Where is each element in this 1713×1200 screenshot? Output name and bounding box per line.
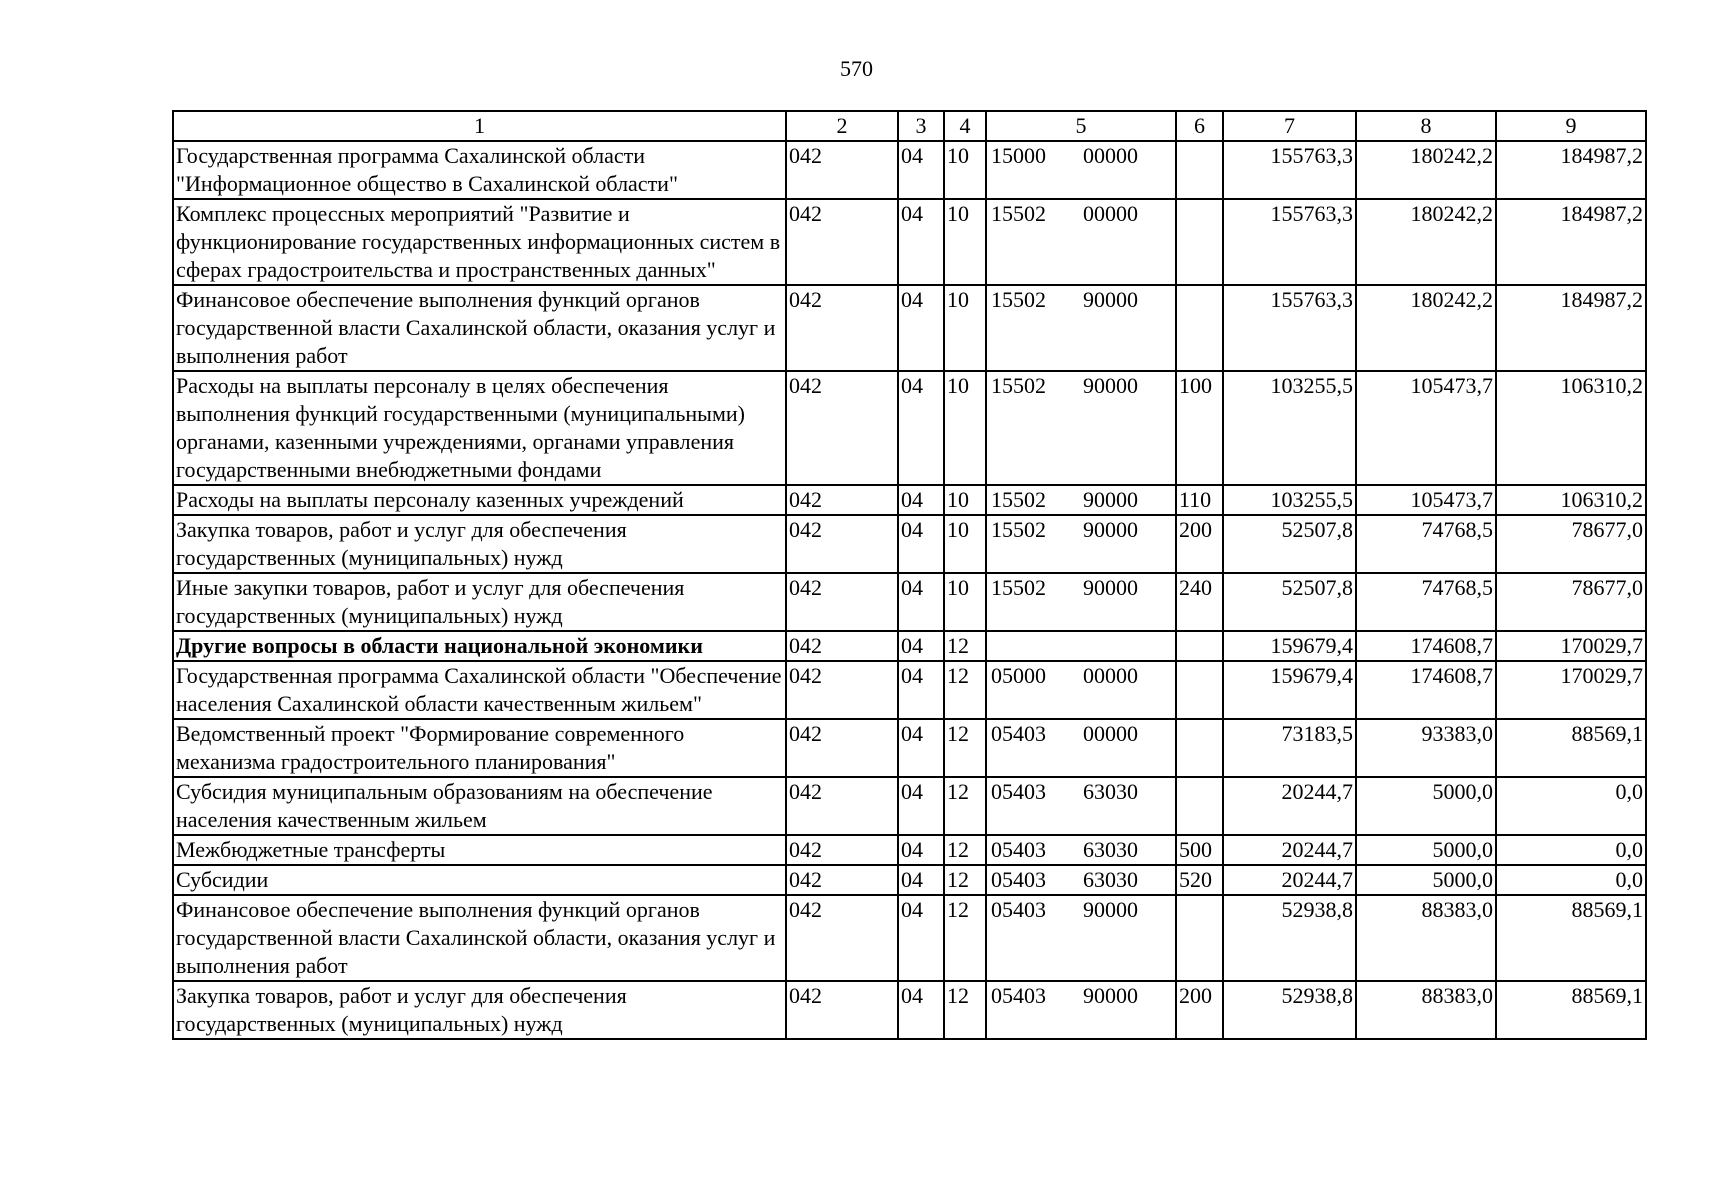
amount-cell-col9: 78677,0	[1496, 573, 1646, 631]
amount-cell-col8: 5000,0	[1356, 777, 1496, 835]
amount-cell-col8: 105473,7	[1356, 485, 1496, 515]
section-code-cell: 04	[898, 573, 944, 631]
subsection-code-cell: 12	[944, 865, 986, 895]
row-name-cell: Межбюджетные трансферты	[173, 835, 786, 865]
row-name-cell: Финансовое обеспечение выполнения функций органов государственной власти Сахалинской области, оказания услуг и выполнения работ	[173, 895, 786, 981]
expense-type-cell	[1176, 719, 1223, 777]
column-header: 5	[986, 111, 1176, 141]
amount-cell-col9: 106310,2	[1496, 371, 1646, 485]
target-article-program: 05403	[991, 897, 1046, 922]
subsection-code-cell: 12	[944, 835, 986, 865]
amount-cell-col7: 73183,5	[1223, 719, 1356, 777]
target-article-cell	[986, 285, 1176, 371]
ministry-code-cell: 042	[786, 865, 898, 895]
expense-type-cell: 500	[1176, 835, 1223, 865]
amount-cell-col7: 155763,3	[1223, 285, 1356, 371]
amount-cell-col9: 88569,1	[1496, 895, 1646, 981]
target-article-program: 05403	[991, 867, 1046, 892]
section-code-cell: 04	[898, 631, 944, 661]
amount-cell-col9: 78677,0	[1496, 515, 1646, 573]
amount-cell-col7: 159679,4	[1223, 661, 1356, 719]
target-article-program: 05403	[991, 837, 1046, 862]
amount-cell-col8: 5000,0	[1356, 835, 1496, 865]
table-row	[173, 285, 1646, 371]
target-article-program: 15502	[991, 287, 1046, 312]
expense-type-cell	[1176, 285, 1223, 371]
section-code-cell: 04	[898, 515, 944, 573]
expense-type-cell: 110	[1176, 485, 1223, 515]
ministry-code-cell: 042	[786, 515, 898, 573]
table-row	[173, 631, 1646, 661]
target-article-cell	[986, 515, 1176, 573]
ministry-code-cell: 042	[786, 895, 898, 981]
expense-type-cell	[1176, 661, 1223, 719]
ministry-code-cell: 042	[786, 573, 898, 631]
amount-cell-col8: 105473,7	[1356, 371, 1496, 485]
target-article-cell	[986, 835, 1176, 865]
table-row	[173, 371, 1646, 485]
section-code-cell: 04	[898, 895, 944, 981]
expense-type-cell	[1176, 141, 1223, 199]
amount-cell-col9: 184987,2	[1496, 141, 1646, 199]
section-code-cell: 04	[898, 719, 944, 777]
target-article-program: 15502	[991, 201, 1046, 226]
column-header: 7	[1223, 111, 1356, 141]
expense-type-cell	[1176, 777, 1223, 835]
table-row	[173, 865, 1646, 895]
row-name-cell: Закупка товаров, работ и услуг для обеспечения государственных (муниципальных) нужд	[173, 981, 786, 1039]
target-article-cell	[986, 865, 1176, 895]
section-code-cell: 04	[898, 865, 944, 895]
column-header: 3	[898, 111, 944, 141]
target-article-direction: 00000	[1083, 663, 1138, 688]
target-article-direction: 63030	[1083, 867, 1138, 892]
column-header: 4	[944, 111, 986, 141]
section-code-cell: 04	[898, 777, 944, 835]
target-article-program: 05000	[991, 663, 1046, 688]
subsection-code-cell: 12	[944, 981, 986, 1039]
amount-cell-col8: 74768,5	[1356, 515, 1496, 573]
amount-cell-col8: 180242,2	[1356, 199, 1496, 285]
row-name-cell: Государственная программа Сахалинской области "Обеспечение населения Сахалинской области качественным жильем"	[173, 661, 786, 719]
target-article-direction: 90000	[1083, 373, 1138, 398]
target-article-cell	[986, 661, 1176, 719]
row-name-cell: Финансовое обеспечение выполнения функций органов государственной власти Сахалинской области, оказания услуг и выполнения работ	[173, 285, 786, 371]
section-code-cell: 04	[898, 141, 944, 199]
target-article-program: 05403	[991, 721, 1046, 746]
subsection-code-cell: 12	[944, 895, 986, 981]
amount-cell-col8: 93383,0	[1356, 719, 1496, 777]
amount-cell-col8: 180242,2	[1356, 285, 1496, 371]
amount-cell-col9: 0,0	[1496, 777, 1646, 835]
amount-cell-col9: 88569,1	[1496, 981, 1646, 1039]
amount-cell-col7: 52938,8	[1223, 981, 1356, 1039]
target-article-direction: 00000	[1083, 201, 1138, 226]
table-body	[173, 141, 1646, 1039]
ministry-code-cell: 042	[786, 371, 898, 485]
expense-type-cell	[1176, 631, 1223, 661]
subsection-code-cell: 12	[944, 631, 986, 661]
row-name-cell: Расходы на выплаты персоналу казенных учреждений	[173, 485, 786, 515]
subsection-code-cell: 12	[944, 777, 986, 835]
target-article-cell	[986, 719, 1176, 777]
target-article-direction: 00000	[1083, 721, 1138, 746]
amount-cell-col9: 0,0	[1496, 865, 1646, 895]
row-name-cell: Государственная программа Сахалинской области "Информационное общество в Сахалинской области"	[173, 141, 786, 199]
section-code-cell: 04	[898, 285, 944, 371]
expense-type-cell: 240	[1176, 573, 1223, 631]
table-row	[173, 141, 1646, 199]
ministry-code-cell: 042	[786, 661, 898, 719]
amount-cell-col7: 20244,7	[1223, 865, 1356, 895]
table-row	[173, 777, 1646, 835]
target-article-program: 05403	[991, 779, 1046, 804]
column-header: 1	[173, 111, 786, 141]
table-row	[173, 981, 1646, 1039]
target-article-program: 15502	[991, 373, 1046, 398]
amount-cell-col8: 180242,2	[1356, 141, 1496, 199]
table-row	[173, 661, 1646, 719]
target-article-direction: 00000	[1083, 143, 1138, 168]
header-row	[173, 111, 1646, 141]
amount-cell-col7: 20244,7	[1223, 835, 1356, 865]
amount-cell-col7: 155763,3	[1223, 141, 1356, 199]
subsection-code-cell: 10	[944, 515, 986, 573]
amount-cell-col9: 106310,2	[1496, 485, 1646, 515]
amount-cell-col9: 184987,2	[1496, 199, 1646, 285]
target-article-cell	[986, 895, 1176, 981]
amount-cell-col7: 103255,5	[1223, 371, 1356, 485]
target-article-direction: 63030	[1083, 779, 1138, 804]
amount-cell-col7: 159679,4	[1223, 631, 1356, 661]
amount-cell-col9: 88569,1	[1496, 719, 1646, 777]
budget-table	[172, 110, 1647, 1040]
amount-cell-col7: 52507,8	[1223, 573, 1356, 631]
row-name-cell: Расходы на выплаты персоналу в целях обеспечения выполнения функций государственными (муниципальными) органами, казенными учреждениями, органами управления государственными внебюджетными фондами	[173, 371, 786, 485]
ministry-code-cell: 042	[786, 835, 898, 865]
section-code-cell: 04	[898, 981, 944, 1039]
target-article-cell	[986, 573, 1176, 631]
table-row	[173, 515, 1646, 573]
target-article-direction: 90000	[1083, 983, 1138, 1008]
target-article-cell	[986, 981, 1176, 1039]
target-article-cell	[986, 141, 1176, 199]
subsection-code-cell: 10	[944, 573, 986, 631]
row-name-cell: Ведомственный проект "Формирование современного механизма градостроительного планирования"	[173, 719, 786, 777]
subsection-code-cell: 12	[944, 719, 986, 777]
amount-cell-col7: 103255,5	[1223, 485, 1356, 515]
column-header: 8	[1356, 111, 1496, 141]
amount-cell-col9: 184987,2	[1496, 285, 1646, 371]
amount-cell-col8: 88383,0	[1356, 981, 1496, 1039]
row-name-cell: Комплекс процессных мероприятий "Развитие и функционирование государственных информационных систем в сферах градостроительства и пространственных данных"	[173, 199, 786, 285]
row-name-cell: Закупка товаров, работ и услуг для обеспечения государственных (муниципальных) нужд	[173, 515, 786, 573]
table-row	[173, 573, 1646, 631]
amount-cell-col7: 52938,8	[1223, 895, 1356, 981]
subsection-code-cell: 10	[944, 141, 986, 199]
ministry-code-cell: 042	[786, 719, 898, 777]
target-article-direction: 63030	[1083, 837, 1138, 862]
ministry-code-cell: 042	[786, 981, 898, 1039]
page-number: 570	[840, 56, 873, 81]
table-row	[173, 485, 1646, 515]
section-code-cell: 04	[898, 835, 944, 865]
section-code-cell: 04	[898, 485, 944, 515]
amount-cell-col8: 74768,5	[1356, 573, 1496, 631]
target-article-direction: 90000	[1083, 575, 1138, 600]
table-row	[173, 199, 1646, 285]
expense-type-cell: 200	[1176, 981, 1223, 1039]
expense-type-cell	[1176, 199, 1223, 285]
ministry-code-cell: 042	[786, 285, 898, 371]
table-row	[173, 835, 1646, 865]
section-code-cell: 04	[898, 661, 944, 719]
row-name-cell: Иные закупки товаров, работ и услуг для обеспечения государственных (муниципальных) нужд	[173, 573, 786, 631]
target-article-cell	[986, 199, 1176, 285]
subsection-code-cell: 12	[944, 661, 986, 719]
target-article-cell	[986, 777, 1176, 835]
expense-type-cell: 520	[1176, 865, 1223, 895]
column-header: 2	[786, 111, 898, 141]
subsection-code-cell: 10	[944, 371, 986, 485]
ministry-code-cell: 042	[786, 141, 898, 199]
amount-cell-col7: 52507,8	[1223, 515, 1356, 573]
section-code-cell: 04	[898, 199, 944, 285]
ministry-code-cell: 042	[786, 485, 898, 515]
table-row	[173, 719, 1646, 777]
section-code-cell: 04	[898, 371, 944, 485]
table-row	[173, 895, 1646, 981]
ministry-code-cell: 042	[786, 631, 898, 661]
target-article-cell	[986, 631, 1176, 661]
amount-cell-col9: 170029,7	[1496, 631, 1646, 661]
amount-cell-col9: 0,0	[1496, 835, 1646, 865]
row-name-cell: Субсидии	[173, 865, 786, 895]
row-name-cell: Субсидия муниципальным образованиям на обеспечение населения качественным жильем	[173, 777, 786, 835]
target-article-cell	[986, 485, 1176, 515]
row-name-cell: Другие вопросы в области национальной экономики	[173, 631, 786, 661]
target-article-direction: 90000	[1083, 517, 1138, 542]
subsection-code-cell: 10	[944, 285, 986, 371]
target-article-cell	[986, 371, 1176, 485]
amount-cell-col9: 170029,7	[1496, 661, 1646, 719]
target-article-direction: 90000	[1083, 287, 1138, 312]
amount-cell-col8: 174608,7	[1356, 631, 1496, 661]
budget-table-container	[172, 110, 1645, 1040]
expense-type-cell	[1176, 895, 1223, 981]
target-article-direction: 90000	[1083, 897, 1138, 922]
target-article-program: 05403	[991, 983, 1046, 1008]
target-article-program: 15502	[991, 517, 1046, 542]
amount-cell-col8: 5000,0	[1356, 865, 1496, 895]
expense-type-cell: 200	[1176, 515, 1223, 573]
target-article-program: 15502	[991, 575, 1046, 600]
column-header: 9	[1496, 111, 1646, 141]
target-article-direction: 90000	[1083, 487, 1138, 512]
target-article-program: 15000	[991, 143, 1046, 168]
ministry-code-cell: 042	[786, 777, 898, 835]
amount-cell-col8: 174608,7	[1356, 661, 1496, 719]
amount-cell-col7: 155763,3	[1223, 199, 1356, 285]
target-article-program: 15502	[991, 487, 1046, 512]
column-header: 6	[1176, 111, 1223, 141]
amount-cell-col7: 20244,7	[1223, 777, 1356, 835]
expense-type-cell: 100	[1176, 371, 1223, 485]
subsection-code-cell: 10	[944, 485, 986, 515]
amount-cell-col8: 88383,0	[1356, 895, 1496, 981]
ministry-code-cell: 042	[786, 199, 898, 285]
subsection-code-cell: 10	[944, 199, 986, 285]
